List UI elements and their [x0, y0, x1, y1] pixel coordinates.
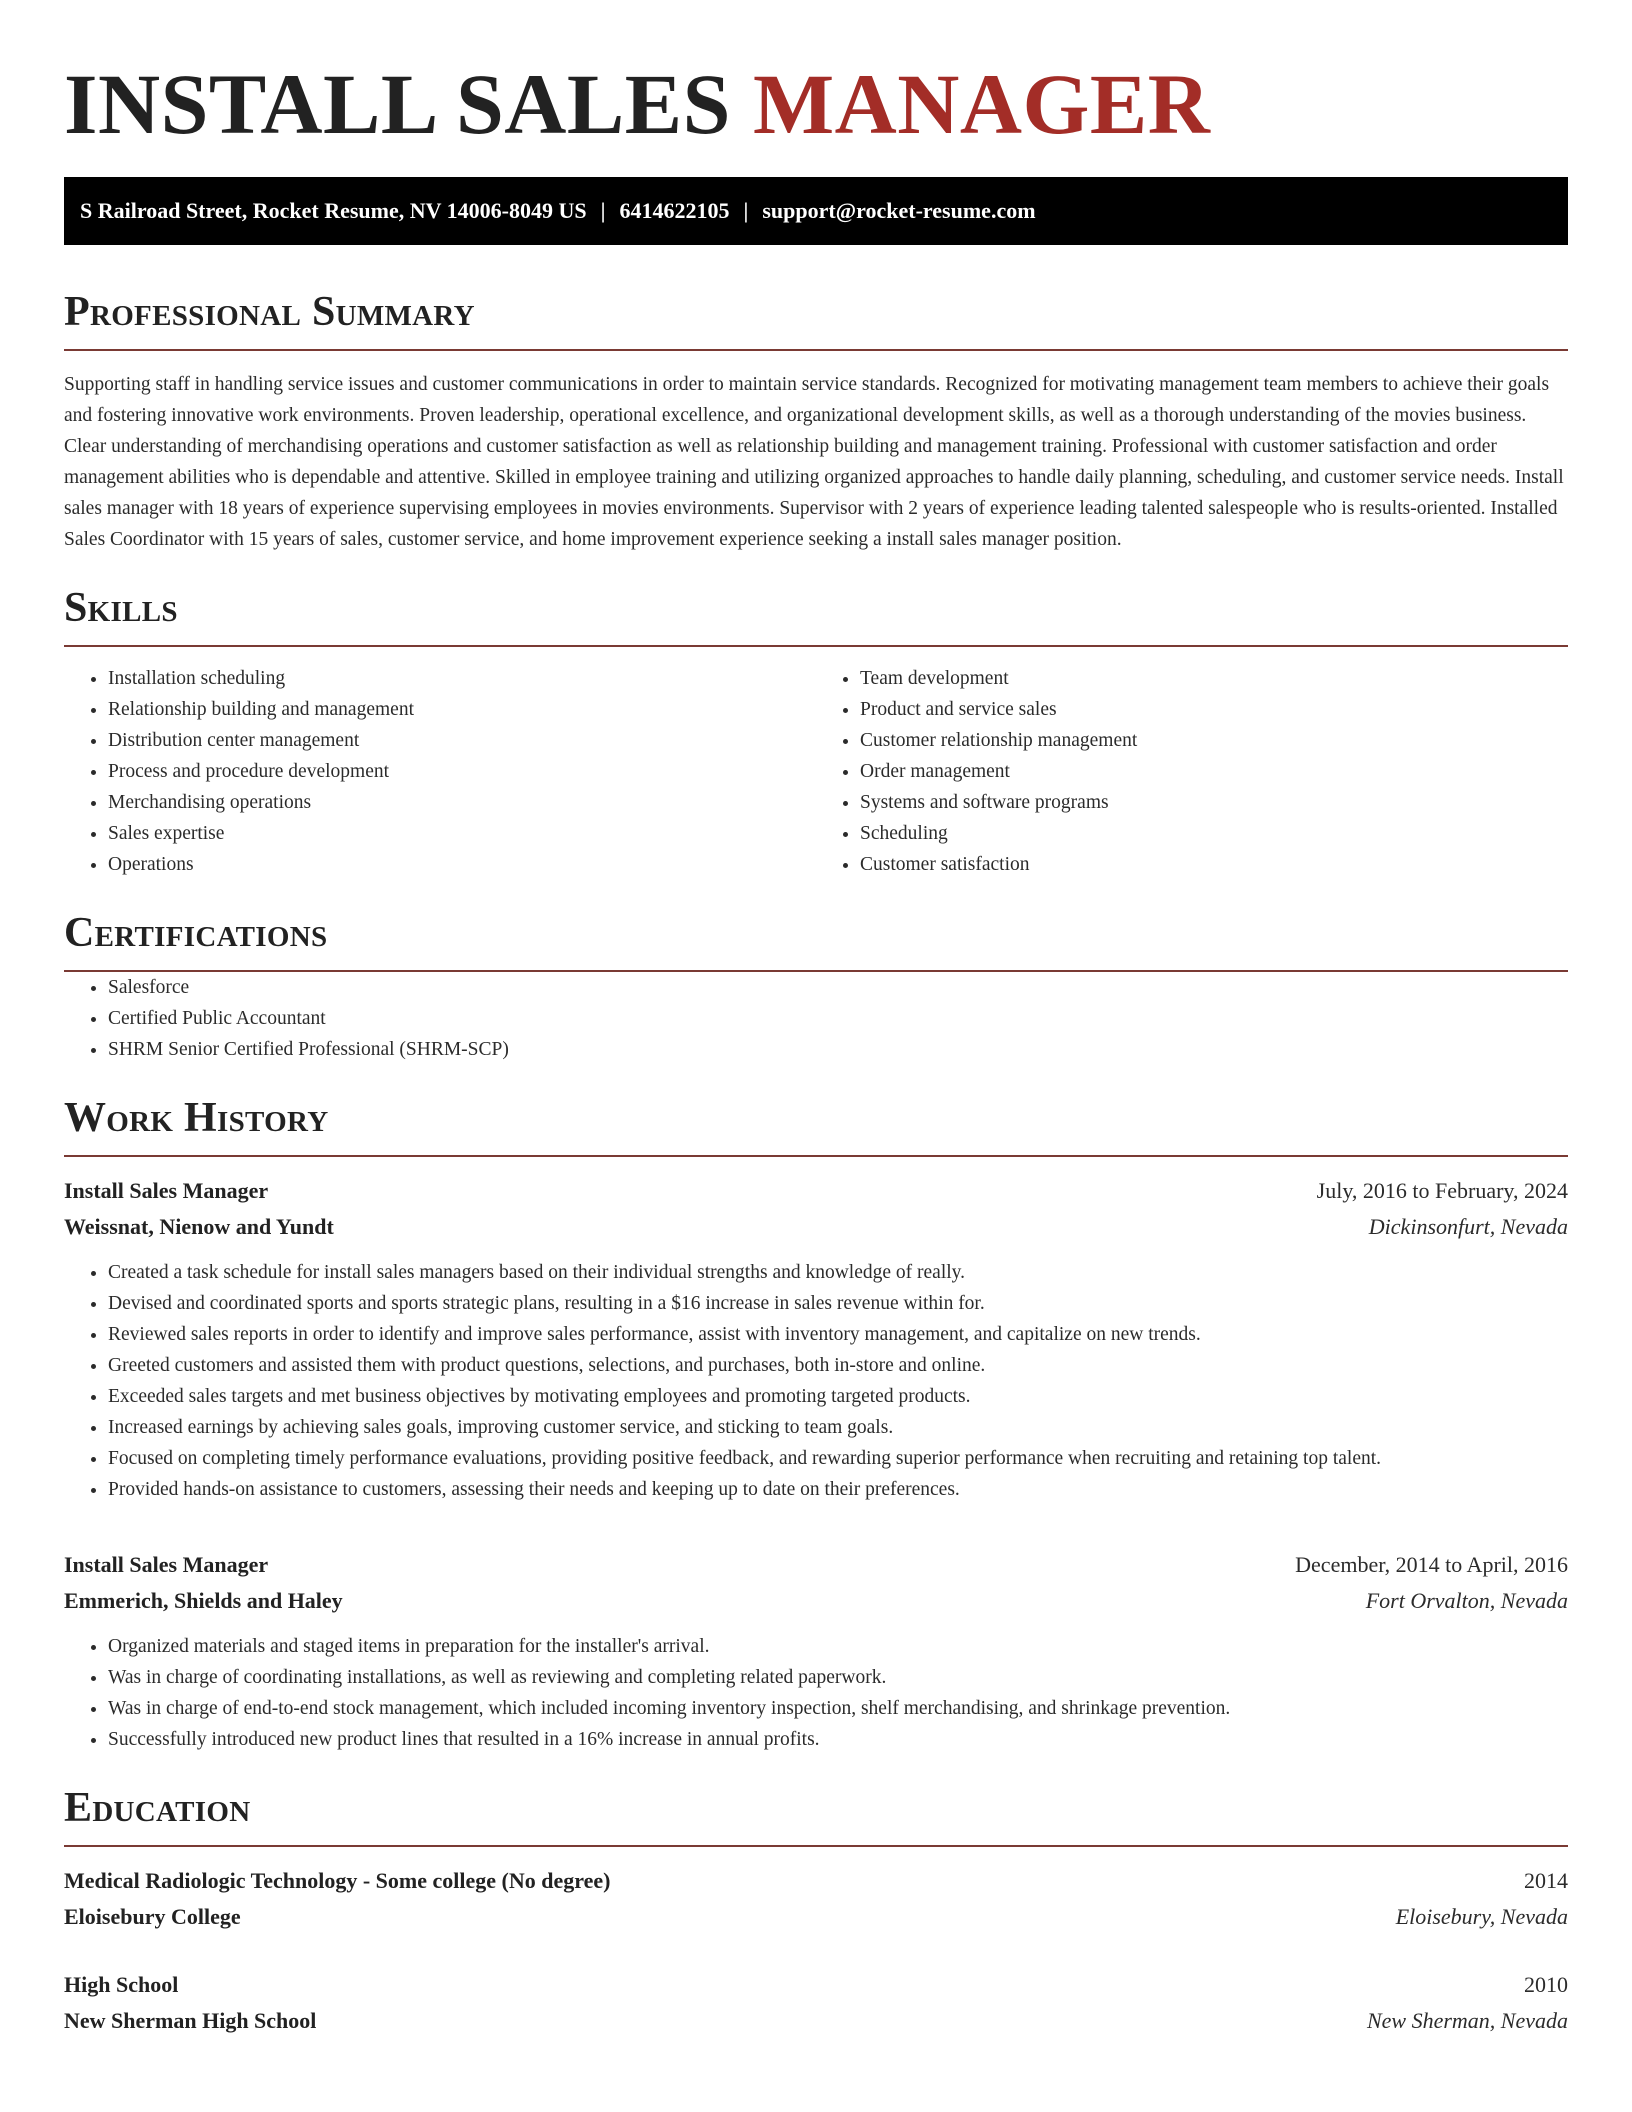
job-bullet: • Was in charge of coordinating installations, as well as reviewing and completing related paperwork. [108, 1662, 1568, 1693]
education-header-row [64, 1967, 1568, 2003]
skill-item: • Systems and software programs [860, 787, 1568, 818]
job-dates: December, 2014 to April, 2016 [1295, 1552, 1568, 1577]
job-bullet: • Exceeded sales targets and met business objectives by motivating employees and promoting targeted products. [108, 1381, 1568, 1412]
job-entry [64, 1173, 1568, 1505]
contact-email: support@rocket-resume.com [762, 198, 1036, 223]
section-divider [64, 1845, 1568, 1847]
certifications-section [64, 908, 1568, 1065]
certification-item: • Salesforce [108, 972, 1568, 1003]
skill-item: • Distribution center management [108, 725, 816, 756]
skill-item: • Sales expertise [108, 818, 816, 849]
title-accent: MANAGER [752, 56, 1211, 152]
job-dates: July, 2016 to February, 2024 [1316, 1178, 1568, 1203]
skill-item: • Merchandising operations [108, 787, 816, 818]
job-bullet: • Greeted customers and assisted them with product questions, selections, and purchases, both in-store and online. [108, 1350, 1568, 1381]
job-bullet: • Devised and coordinated sports and sports strategic plans, resulting in a $16 increase in sales revenue within for. [108, 1288, 1568, 1319]
section-divider [64, 1155, 1568, 1157]
education-degree: Medical Radiologic Technology - Some college (No degree) [64, 1868, 611, 1893]
skill-item: • Installation scheduling [108, 663, 816, 694]
job-company-row [64, 1209, 1568, 1245]
job-title: Install Sales Manager [64, 1552, 269, 1577]
skill-item: • Operations [108, 849, 816, 880]
skills-section [64, 583, 1568, 880]
education-entry [64, 1967, 1568, 2039]
skill-item: • Scheduling [860, 818, 1568, 849]
certifications-list [64, 972, 1568, 1065]
education-school: New Sherman High School [64, 2008, 317, 2033]
job-company-row [64, 1583, 1568, 1619]
title-primary: INSTALL SALES [64, 56, 731, 152]
skill-item: • Team development [860, 663, 1568, 694]
summary-section [64, 287, 1568, 555]
education-school-row [64, 1899, 1568, 1935]
job-bullets [64, 1631, 1568, 1755]
section-heading-summary: Professional Summary [64, 289, 475, 335]
job-company: Emmerich, Shields and Haley [64, 1588, 343, 1613]
education-location: New Sherman, Nevada [1366, 2008, 1568, 2033]
job-bullet: • Reviewed sales reports in order to identify and improve sales performance, assist with inventory management, and capitalize on new trends. [108, 1319, 1568, 1350]
resume-title [64, 0, 1568, 152]
job-header-row [64, 1547, 1568, 1583]
job-bullet: • Successfully introduced new product lines that resulted in a 16% increase in annual profits. [108, 1724, 1568, 1755]
work-history-section [64, 1093, 1568, 1755]
certification-item: • SHRM Senior Certified Professional (SHRM-SCP) [108, 1034, 1568, 1065]
education-school: Eloisebury College [64, 1904, 241, 1929]
skill-item: • Relationship building and management [108, 694, 816, 725]
education-entry [64, 1863, 1568, 1935]
job-location: Fort Orvalton, Nevada [1365, 1588, 1568, 1613]
summary-text: Supporting staff in handling service issues and customer communications in order to maintain service standards. Recognized for motivating management team members to achieve their goals and fostering innovative work environments. Proven leadership, operational excellence, and organizational development skills, as well as a thorough understanding of the movies business. Clear understanding of merchandising operations and customer satisfaction as well as relationship building and management training. Professional with customer satisfaction and order management abilities who is dependable and attentive. Skilled in employee training and utilizing organized approaches to handle daily planning, scheduling, and customer service needs. Install sales manager with 18 years of experience supervising employees in movies environments. Supervisor with 2 years of experience leading talented salespeople who is results-oriented. Installed Sales Coordinator with 15 years of sales, customer service, and home improvement experience seeking a install sales manager position. [64, 374, 1564, 550]
skills-column-left [64, 663, 816, 880]
certification-item: • Certified Public Accountant [108, 1003, 1568, 1034]
skill-item: • Customer satisfaction [860, 849, 1568, 880]
job-company: Weissnat, Nienow and Yundt [64, 1214, 334, 1239]
job-bullet: • Focused on completing timely performance evaluations, providing positive feedback, and rewarding superior performance when recruiting and retaining top talent. [108, 1443, 1568, 1474]
job-header-row [64, 1173, 1568, 1209]
section-divider [64, 645, 1568, 647]
education-section [64, 1783, 1568, 2039]
job-bullet: • Increased earnings by achieving sales goals, improving customer service, and sticking to team goals. [108, 1412, 1568, 1443]
job-bullets [64, 1257, 1568, 1505]
contact-separator: | [743, 198, 749, 223]
job-entry [64, 1547, 1568, 1755]
contact-address: S Railroad Street, Rocket Resume, NV 14006-8049 US [80, 198, 587, 223]
skill-item: • Product and service sales [860, 694, 1568, 725]
skill-item: • Process and procedure development [108, 756, 816, 787]
education-year: 2010 [1524, 1972, 1568, 1997]
job-bullet: • Provided hands-on assistance to customers, assessing their needs and keeping up to date on their preferences. [108, 1474, 1568, 1505]
section-heading-skills: Skills [64, 585, 178, 631]
job-title: Install Sales Manager [64, 1178, 269, 1203]
education-location: Eloisebury, Nevada [1395, 1904, 1568, 1929]
section-heading-certifications: Certifications [64, 910, 328, 956]
contact-phone: 6414622105 [619, 198, 730, 223]
skills-grid [64, 663, 1568, 880]
section-divider [64, 349, 1568, 351]
section-heading-education: Education [64, 1785, 251, 1831]
skill-item: • Order management [860, 756, 1568, 787]
education-year: 2014 [1524, 1868, 1568, 1893]
job-bullet: • Organized materials and staged items in preparation for the installer's arrival. [108, 1631, 1568, 1662]
job-bullet: • Was in charge of end-to-end stock management, which included incoming inventory inspection, shelf merchandising, and shrinkage prevention. [108, 1693, 1568, 1724]
education-school-row [64, 2003, 1568, 2039]
skills-column-right [816, 663, 1568, 880]
education-degree: High School [64, 1972, 179, 1997]
job-location: Dickinsonfurt, Nevada [1368, 1214, 1568, 1239]
skill-item: • Customer relationship management [860, 725, 1568, 756]
contact-separator: | [600, 198, 606, 223]
section-heading-work-history: Work History [64, 1095, 329, 1141]
contact-bar [64, 177, 1568, 245]
job-bullet: • Created a task schedule for install sales managers based on their individual strengths and knowledge of really. [108, 1257, 1568, 1288]
education-header-row [64, 1863, 1568, 1899]
